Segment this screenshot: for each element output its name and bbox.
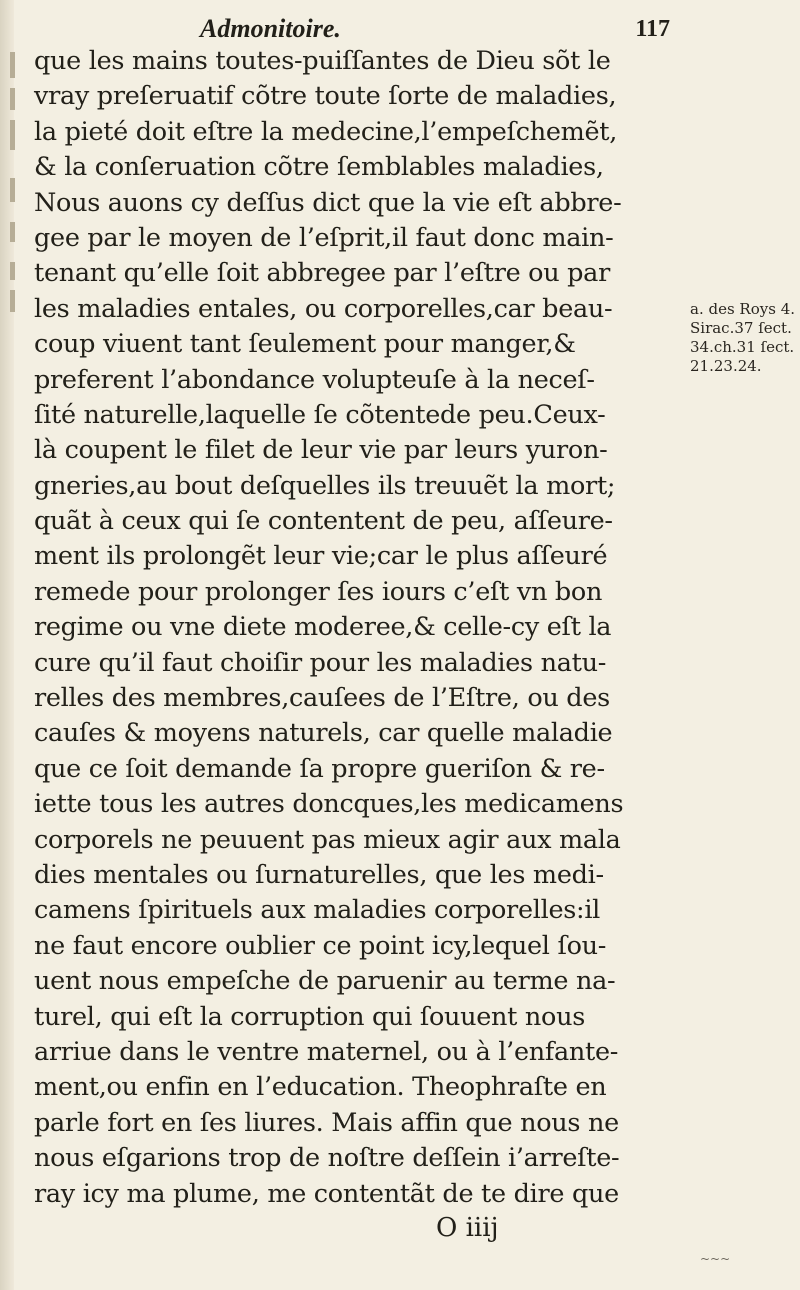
text-line: les maladies entales, ou corporelles,car beau-: [34, 293, 613, 324]
margin-note-line: a. des Roys 4.: [690, 300, 795, 318]
text-line: que ce ſoit demande ſa propre gueriſon & re-: [34, 753, 605, 784]
text-line: là coupent le filet de leur vie par leurs yuron-: [34, 435, 608, 466]
text-line: ment ils prolongẽt leur vie;car le plus aſſeuré: [34, 541, 608, 572]
page-number: 117: [635, 16, 670, 42]
margin-note-line: Sirac.37 ſect.: [690, 319, 792, 337]
text-line: cure qu’il faut choiſir pour les maladies natu-: [34, 647, 607, 678]
text-line: preferent l’abondance volupteuſe à la neceſ-: [34, 364, 595, 395]
text-line: arriue dans le ventre maternel, ou à l’enfante-: [34, 1036, 619, 1067]
text-line: regime ou vne diete moderee,& celle-cy eſt la: [34, 612, 612, 643]
signature-mark: O iiij: [436, 1213, 499, 1243]
text-line: ne faut encore oublier ce point icy,lequel ſou-: [34, 930, 607, 961]
text-line: cauſes & moyens naturels, car quelle maladie: [34, 718, 613, 749]
body-text: [34, 44, 634, 1212]
text-line: gneries,au bout deſquelles ils treuuẽt la mort;: [34, 470, 616, 501]
text-line: camens ſpirituels aux maladies corporelles:il: [34, 895, 601, 926]
text-line: que les mains toutes-puiſſantes de Dieu sõt le: [34, 46, 611, 76]
text-line: relles des membres,cauſees de l’Eſtre, ou des: [34, 683, 610, 714]
text-line: dies mentales ou ſurnaturelles, que les medi-: [34, 859, 604, 890]
text-line: coup viuent tant ſeulement pour manger,&: [34, 329, 576, 360]
text-line: nous eſgarions trop de noſtre deſſein i’arreſte-: [34, 1143, 620, 1174]
text-line: ment,ou enfin en l’education. Theophraſte en: [34, 1072, 607, 1103]
text-line: la pieté doit eſtre la medecine,l’empeſchemẽt,: [34, 116, 618, 147]
page-header: [100, 8, 670, 48]
text-line: tenant qu’elle ſoit abbregee par l’eſtre ou par: [34, 258, 610, 289]
text-line: Nous auons cy deſſus dict que la vie eſt abbre-: [34, 187, 622, 218]
text-line: turel, qui eſt la corruption qui ſouuent nous: [34, 1001, 586, 1032]
text-line: vray preſeruatif cõtre toute ſorte de maladies,: [34, 81, 617, 112]
text-line: corporels ne peuuent pas mieux agir aux mala: [34, 824, 621, 855]
text-line: uent nous empeſche de paruenir au terme na-: [34, 966, 616, 997]
text-line: remede pour prolonger ſes iours c’eſt vn bon: [34, 576, 603, 607]
running-title: Admonitoire.: [200, 14, 341, 43]
margin-note-line: 21.23.24.: [690, 357, 762, 375]
text-line: ray icy ma plume, me contentãt de te dire que: [34, 1178, 619, 1209]
margin-note: [690, 300, 798, 376]
text-line: quãt à ceux qui ſe contentent de peu, aſſeure-: [34, 506, 613, 537]
text-line: & la conſeruation cõtre ſemblables maladies,: [34, 152, 604, 183]
text-line: iette tous les autres doncques,les medicamens: [34, 789, 624, 820]
text-line: ſité naturelle,laquelle ſe cõtentede peu.Ceux-: [34, 399, 606, 430]
ornament: ~~~: [700, 1252, 731, 1266]
text-line: gee par le moyen de l’eſprit,il faut donc main-: [34, 222, 614, 253]
margin-note-line: 34.ch.31 ſect.: [690, 338, 795, 356]
text-line: parle fort en ſes liures. Mais affin que nous ne: [34, 1107, 619, 1138]
